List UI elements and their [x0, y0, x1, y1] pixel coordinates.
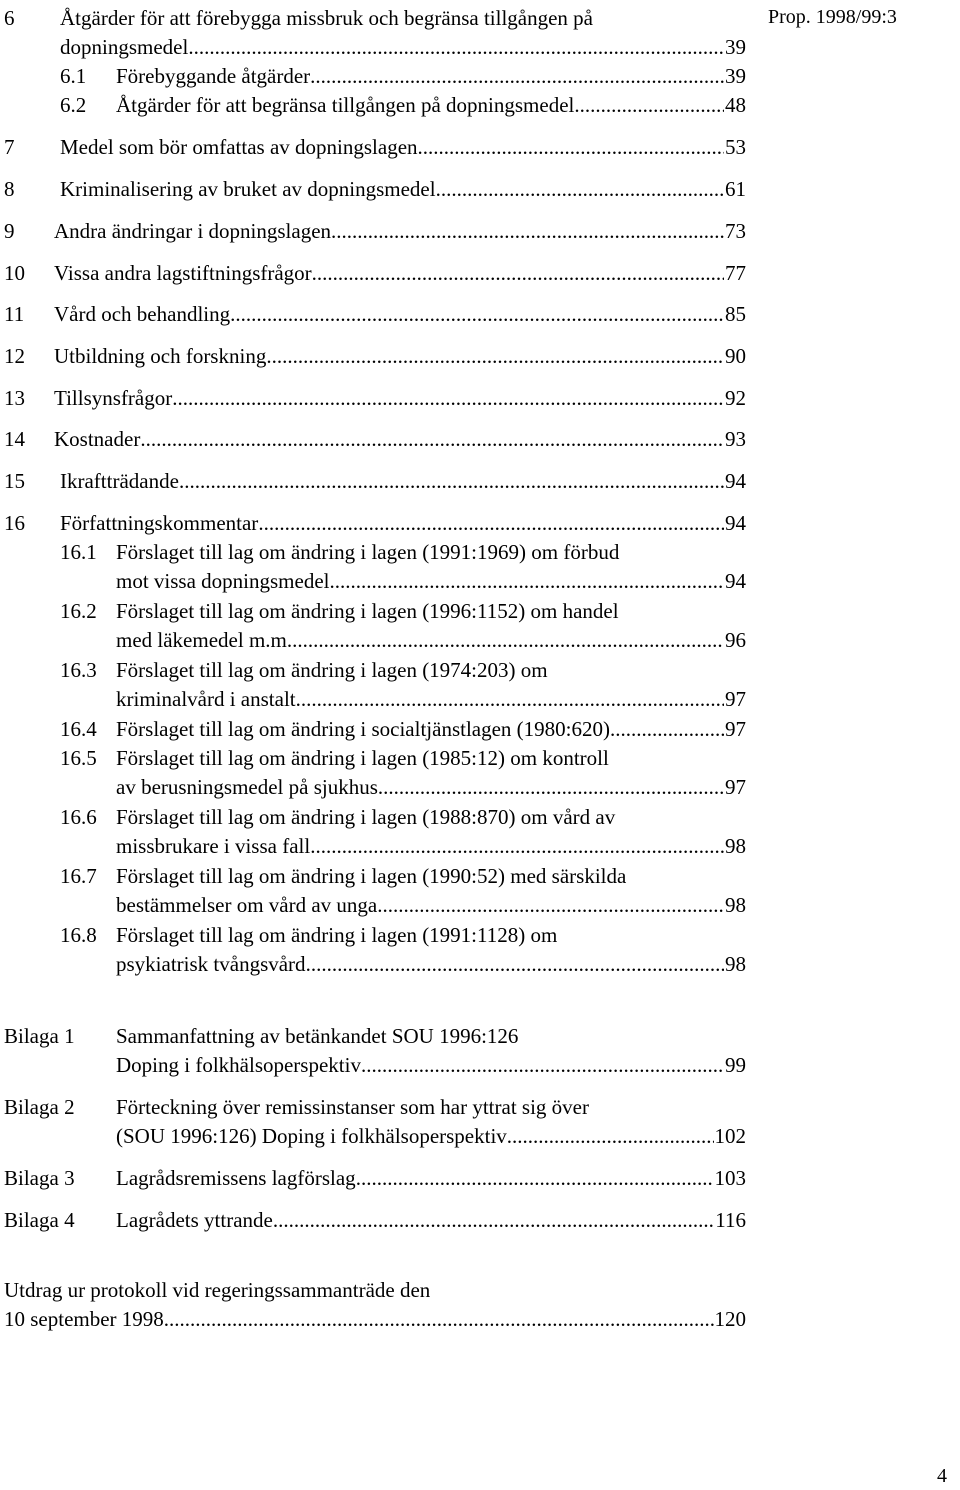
toc-title: Kriminalisering av bruket av dopningsmedel: [60, 177, 436, 201]
toc-entry-continuation: [60, 33, 746, 61]
toc-entry: [4, 259, 746, 287]
toc-page: 94: [725, 511, 746, 535]
dot-leader: [310, 832, 724, 860]
toc-number: 16.6: [60, 805, 97, 829]
toc-title: Förslaget till lag om ändring i lagen (1991:1128) om: [116, 923, 558, 947]
dot-leader: [296, 685, 724, 713]
dot-leader: [610, 715, 724, 743]
toc-title: Förslaget till lag om ändring i lagen (1996:1152) om handel: [116, 599, 619, 623]
toc-number: 16.5: [60, 746, 97, 770]
appendix-title: Lagrådets yttrande: [116, 1208, 273, 1232]
toc-number: 16.7: [60, 864, 97, 888]
appendix-title: Lagrådsremissens lagförslag: [116, 1166, 356, 1190]
toc-title: Utbildning och forskning: [54, 344, 267, 368]
appendix-title: (SOU 1996:126) Doping i folkhälsoperspektiv: [116, 1124, 507, 1148]
dot-leader: [172, 384, 724, 412]
toc-entry: [4, 4, 746, 32]
toc-entry-continuation: [116, 773, 746, 801]
toc-number: 12: [4, 344, 25, 368]
toc-page: 85: [725, 302, 746, 326]
toc-entry: [60, 715, 746, 743]
toc-title: kriminalvård i anstalt: [116, 687, 296, 711]
appendix-entry-continuation: [116, 1051, 746, 1079]
protocol-title: 10 september 1998: [4, 1307, 164, 1331]
toc-page: 94: [725, 569, 746, 593]
toc-title: Förebyggande åtgärder: [116, 64, 311, 88]
toc-entry: [60, 538, 746, 566]
toc-page: 98: [725, 834, 746, 858]
appendix-entry: [4, 1093, 746, 1121]
toc-entry: [4, 300, 746, 328]
dot-leader: [507, 1122, 714, 1150]
dot-leader: [140, 425, 724, 453]
toc-entry: [4, 467, 746, 495]
toc-page: 98: [725, 893, 746, 917]
dot-leader: [312, 259, 724, 287]
toc-entry: [4, 175, 746, 203]
toc-page: 48: [725, 93, 746, 117]
toc-entry: [60, 91, 746, 119]
toc-number: 6: [4, 6, 15, 30]
toc-title: Medel som bör omfattas av dopningslagen: [60, 135, 418, 159]
toc-entry: [4, 509, 746, 537]
dot-leader: [230, 300, 724, 328]
appendix-entry-continuation: [116, 1122, 746, 1150]
toc-title: Förslaget till lag om ändring i socialtjänstlagen (1980:620): [116, 717, 610, 741]
toc-number: 14: [4, 427, 25, 451]
toc-page: 39: [725, 35, 746, 59]
toc-number: 15: [4, 469, 25, 493]
dot-leader: [188, 33, 724, 61]
toc-title: bestämmelser om vård av unga: [116, 893, 378, 917]
dot-leader: [361, 1051, 724, 1079]
toc-entry-continuation: [116, 891, 746, 919]
toc-entry: [60, 803, 746, 831]
toc-page: 92: [725, 386, 746, 410]
dot-leader: [292, 626, 724, 654]
toc-title: Förslaget till lag om ändring i lagen (1974:203) om: [116, 658, 548, 682]
dot-leader: [258, 509, 724, 537]
toc-entry-continuation: [116, 567, 746, 595]
appendix-label: Bilaga 4: [4, 1208, 75, 1232]
toc-number: 10: [4, 261, 25, 285]
appendix-entry: [4, 1206, 746, 1234]
dot-leader: [574, 91, 724, 119]
dot-leader: [330, 567, 725, 595]
toc-entry: [60, 597, 746, 625]
toc-entry: [60, 921, 746, 949]
protocol-page: 120: [714, 1307, 746, 1331]
toc-number: 16.1: [60, 540, 97, 564]
protocol-entry: [4, 1276, 746, 1304]
toc-number: 8: [4, 177, 15, 201]
toc-title: Andra ändringar i dopningslagen: [54, 219, 332, 243]
toc-title: Kostnader: [54, 427, 141, 451]
dot-leader: [356, 1164, 714, 1192]
toc-page: 97: [725, 775, 746, 799]
toc-entry: [60, 656, 746, 684]
appendix-label: Bilaga 1: [4, 1024, 75, 1048]
toc-title: mot vissa dopningsmedel: [116, 569, 330, 593]
protocol-entry-continuation: [4, 1305, 746, 1333]
toc-entry-continuation: [116, 950, 746, 978]
toc-page: 39: [725, 64, 746, 88]
toc-number: 11: [4, 302, 25, 326]
toc-title: psykiatrisk tvångsvård: [116, 952, 306, 976]
toc-number: 13: [4, 386, 25, 410]
toc-number: 16.3: [60, 658, 97, 682]
dot-leader: [306, 950, 724, 978]
toc-page: 73: [725, 219, 746, 243]
toc-number: 7: [4, 135, 15, 159]
toc-page: 61: [725, 177, 746, 201]
toc-page: 97: [725, 717, 746, 741]
toc-entry: [4, 217, 746, 245]
toc-number: 6.1: [60, 64, 87, 88]
toc-title: Tillsynsfrågor: [54, 386, 173, 410]
dot-leader: [310, 62, 724, 90]
document-reference: Prop. 1998/99:3: [768, 6, 897, 28]
dot-leader: [418, 133, 724, 161]
page-number: 4: [937, 1465, 947, 1487]
toc-title: Åtgärder för att begränsa tillgången på dopningsmedel: [116, 93, 575, 117]
toc-entry-continuation: [116, 685, 746, 713]
protocol-title: Utdrag ur protokoll vid regeringssammanträde den: [4, 1278, 431, 1302]
appendix-page: 103: [714, 1166, 746, 1190]
toc-number: 16: [4, 511, 25, 535]
toc-entry: [60, 62, 746, 90]
toc-page: 53: [725, 135, 746, 159]
toc-number: 16.8: [60, 923, 97, 947]
appendix-title: Förteckning över remissinstanser som har yttrat sig över: [116, 1095, 589, 1119]
toc-page: 96: [725, 628, 746, 652]
toc-number: 9: [4, 219, 15, 243]
toc-title: Förslaget till lag om ändring i lagen (1988:870) om vård av: [116, 805, 616, 829]
toc-title: med läkemedel m.m.: [116, 628, 293, 652]
appendix-entry: [4, 1164, 746, 1192]
appendix-title: Doping i folkhälsoperspektiv: [116, 1053, 361, 1077]
dot-leader: [331, 217, 724, 245]
toc-entry: [60, 744, 746, 772]
appendix-page: 102: [714, 1124, 746, 1148]
toc-title: Författningskommentar: [60, 511, 259, 535]
dot-leader: [179, 467, 724, 495]
dot-leader: [266, 342, 724, 370]
toc-page: 98: [725, 952, 746, 976]
toc-number: 16.4: [60, 717, 97, 741]
appendix-title: Sammanfattning av betänkandet SOU 1996:126: [116, 1024, 519, 1048]
toc-page: 93: [725, 427, 746, 451]
toc-title: av berusningsmedel på sjukhus: [116, 775, 378, 799]
dot-leader: [378, 773, 724, 801]
toc-title: Förslaget till lag om ändring i lagen (1991:1969) om förbud: [116, 540, 620, 564]
toc-title: Ikraftträdande: [60, 469, 179, 493]
appendix-page: 99: [725, 1053, 746, 1077]
toc-entry: [4, 384, 746, 412]
dot-leader: [377, 891, 724, 919]
toc-page: 90: [725, 344, 746, 368]
toc-page: 97: [725, 687, 746, 711]
toc-entry-continuation: [116, 626, 746, 654]
toc-page: 94: [725, 469, 746, 493]
toc-page: 77: [725, 261, 746, 285]
toc-entry: [4, 133, 746, 161]
toc-title: Vissa andra lagstiftningsfrågor: [54, 261, 312, 285]
toc-title: Förslaget till lag om ändring i lagen (1990:52) med särskilda: [116, 864, 627, 888]
toc-title: Vård och behandling: [54, 302, 231, 326]
appendix-entry: [4, 1022, 746, 1050]
appendix-label: Bilaga 3: [4, 1166, 75, 1190]
toc-number: 6.2: [60, 93, 87, 117]
toc-entry-continuation: [116, 832, 746, 860]
appendix-page: 116: [715, 1208, 746, 1232]
toc-title: Åtgärder för att förebygga missbruk och begränsa tillgången på: [60, 6, 593, 30]
toc-number: 16.2: [60, 599, 97, 623]
dot-leader: [273, 1206, 714, 1234]
toc-title: missbrukare i vissa fall: [116, 834, 311, 858]
dot-leader: [436, 175, 724, 203]
toc-entry: [60, 862, 746, 890]
toc-entry: [4, 425, 746, 453]
appendix-label: Bilaga 2: [4, 1095, 75, 1119]
toc-title: Förslaget till lag om ändring i lagen (1985:12) om kontroll: [116, 746, 609, 770]
dot-leader: [164, 1305, 714, 1333]
toc-entry: [4, 342, 746, 370]
toc-title: dopningsmedel: [60, 35, 189, 59]
